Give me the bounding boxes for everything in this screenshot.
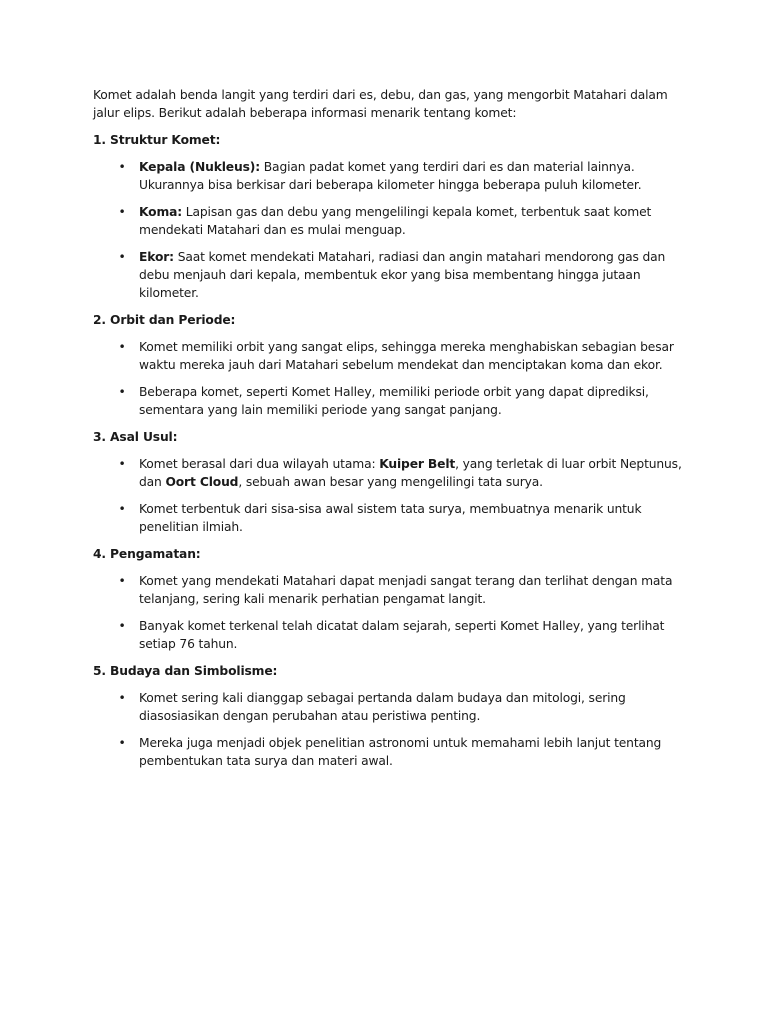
item-text: Komet sering kali dianggap sebagai pertanda dalam budaya dan mitologi, sering diasosiasikan dengan perubahan atau peristiwa penting. — [139, 691, 626, 723]
item-text: Komet memiliki orbit yang sangat elips, sehingga mereka menghabiskan sebagian besar waktu mereka jauh dari Matahari sebelum mendekat dan menciptakan koma dan ekor. — [139, 340, 674, 372]
section-heading: 2. Orbit dan Periode: — [93, 313, 236, 327]
section-heading: 3. Asal Usul: — [93, 430, 178, 444]
bullet-list — [93, 338, 683, 419]
item-text: Komet terbentuk dari sisa-sisa awal sistem tata surya, membuatnya menarik untuk penelitian ilmiah. — [139, 502, 642, 534]
section-budaya-dan-simbolisme — [93, 662, 683, 770]
item-text: Mereka juga menjadi objek penelitian astronomi untuk memahami lebih lanjut tentang pembentukan tata surya dan materi awal. — [139, 736, 662, 768]
bullet-list — [93, 572, 683, 653]
bullet-icon: • — [118, 574, 126, 588]
bullet-icon: • — [118, 250, 126, 264]
section-orbit-dan-periode — [93, 311, 683, 419]
list-item — [93, 383, 683, 419]
item-text: Beberapa komet, seperti Komet Halley, memiliki periode orbit yang dapat diprediksi, sementara yang lain memiliki periode yang sangat panjang. — [139, 385, 649, 417]
list-item — [93, 248, 683, 302]
list-item — [93, 617, 683, 653]
section-struktur-komet — [93, 131, 683, 302]
item-text: Komet yang mendekati Matahari dapat menjadi sangat terang dan terlihat dengan mata telanjang, sering kali menarik perhatian pengamat langit. — [139, 574, 673, 606]
bullet-icon: • — [118, 340, 126, 354]
list-item — [93, 734, 683, 770]
item-text: Lapisan gas dan debu yang mengelilingi kepala komet, terbentuk saat komet mendekati Matahari dan es mulai menguap. — [139, 205, 652, 237]
intro-paragraph: Komet adalah benda langit yang terdiri dari es, debu, dan gas, yang mengorbit Matahari dalam jalur elips. Berikut adalah beberapa informasi menarik tentang komet: — [93, 88, 668, 120]
item-text: , sebuah awan besar yang mengelilingi tata surya. — [238, 475, 543, 489]
list-item — [93, 500, 683, 536]
item-text: Komet berasal dari dua wilayah utama: — [139, 457, 380, 471]
bullet-icon: • — [118, 160, 126, 174]
list-item — [93, 689, 683, 725]
section-heading: 1. Struktur Komet: — [93, 133, 221, 147]
bullet-list — [93, 455, 683, 536]
term-kuiper-belt: Kuiper Belt — [379, 457, 456, 471]
term-oort-cloud: Oort Cloud — [165, 475, 239, 489]
term-label: Ekor: — [139, 250, 174, 264]
section-heading: 4. Pengamatan: — [93, 547, 201, 561]
bullet-icon: • — [118, 691, 126, 705]
bullet-icon: • — [118, 736, 126, 750]
section-heading: 5. Budaya dan Simbolisme: — [93, 664, 278, 678]
bullet-icon: • — [118, 457, 126, 471]
bullet-icon: • — [118, 619, 126, 633]
bullet-icon: • — [118, 502, 126, 516]
item-text: , yang terletak di luar orbit Neptunus, dan — [139, 457, 682, 489]
document-page — [93, 86, 683, 779]
item-text: Banyak komet terkenal telah dicatat dalam sejarah, seperti Komet Halley, yang terlihat setiap 76 tahun. — [139, 619, 665, 651]
section-asal-usul — [93, 428, 683, 536]
bullet-icon: • — [118, 205, 126, 219]
list-item — [93, 158, 683, 194]
list-item — [93, 455, 683, 491]
item-text: Bagian padat komet yang terdiri dari es dan material lainnya. Ukurannya bisa berkisar dari beberapa kilometer hingga beberapa puluh kilometer. — [139, 160, 642, 192]
bullet-list — [93, 689, 683, 770]
section-pengamatan — [93, 545, 683, 653]
list-item — [93, 572, 683, 608]
bullet-icon: • — [118, 385, 126, 399]
term-label: Koma: — [139, 205, 183, 219]
bullet-list — [93, 158, 683, 302]
list-item — [93, 338, 683, 374]
term-label: Kepala (Nukleus): — [139, 160, 261, 174]
item-text: Saat komet mendekati Matahari, radiasi dan angin matahari mendorong gas dan debu menjauh dari kepala, membentuk ekor yang bisa membentang hingga jutaan kilometer. — [139, 250, 666, 300]
list-item — [93, 203, 683, 239]
